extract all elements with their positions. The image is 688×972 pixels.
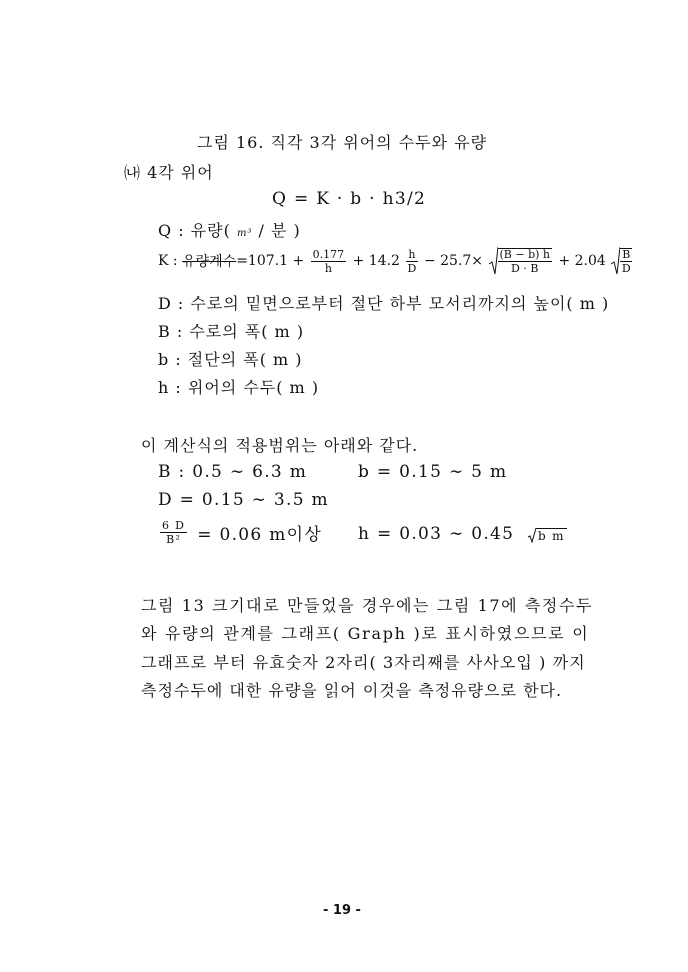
k-term-4: + 2.04 — [558, 253, 606, 269]
k-fraction-1 — [311, 249, 347, 274]
definition-d: D : 수로의 밑면으로부터 절단 하부 모서리까지의 높이( m ) — [158, 294, 610, 313]
figure-caption: 그림 16. 직각 3각 위어의 수두와 유량 — [197, 133, 488, 152]
k-f3-num: (B − b) h — [499, 248, 550, 261]
range-frac-num: 6 D — [162, 519, 186, 532]
k-eq: =107.1 + — [236, 253, 305, 269]
range-h — [358, 524, 567, 545]
k-term-3: − 25.7× — [423, 253, 484, 269]
radical-sign-icon — [610, 246, 620, 276]
definition-b-width: B : 수로의 폭( m ) — [158, 322, 305, 341]
k-f1-den: h — [324, 261, 332, 275]
k-sqrt-2 — [610, 246, 634, 276]
k-sqrt-1 — [488, 246, 555, 276]
k-term-2: + 14.2 — [352, 253, 400, 269]
range-frac-rest: = 0.06 m이상 — [197, 525, 323, 545]
k-f4-den: D — [621, 262, 631, 275]
range-h-sqrt-content: b m — [537, 528, 565, 543]
q-definition — [158, 218, 301, 241]
k-fraction-2 — [406, 249, 417, 274]
main-formula: Q = K · b · h3/2 — [272, 189, 427, 209]
page-number: - 19 - — [323, 903, 361, 918]
radical-sign-icon — [527, 527, 536, 543]
q-def-unit: m³ — [236, 228, 253, 239]
k-f4-num: B — [622, 248, 631, 261]
radical-sign-icon — [488, 246, 498, 276]
range-D: D = 0.15 ∼ 3.5 m — [158, 490, 329, 510]
k-fraction-3 — [498, 248, 553, 274]
range-B: B : 0.5 ∼ 6.3 m — [158, 462, 308, 482]
paragraph-line-2: 와 유량의 관계를 그래프( Graph )로 표시하였으므로 이 — [141, 624, 590, 643]
definition-b-cut: b : 절단의 폭( m ) — [158, 350, 303, 369]
range-fraction — [160, 520, 187, 545]
section-heading: ㈏ 4각 위어 — [124, 163, 214, 182]
k-f3-den: D · B — [511, 262, 539, 275]
range-h-sqrt — [527, 525, 567, 545]
paragraph-line-1: 그림 13 크기대로 만들었을 경우에는 그림 17에 측정수두 — [141, 596, 594, 615]
k-f2-num: h — [408, 247, 416, 261]
k-formula — [158, 246, 634, 276]
range-frac-den: B² — [166, 533, 182, 546]
paragraph-line-4: 측정수두에 대한 유량을 읽어 이것을 측정유량으로 한다. — [141, 681, 563, 700]
q-def-prefix: Q : 유량( — [158, 221, 231, 240]
paragraph-line-3: 그래프로 부터 유효숫자 2자리( 3자리째를 사사오입 ) 까지 — [141, 653, 586, 672]
q-def-suffix: / 분 ) — [258, 221, 301, 240]
range-h-text: h = 0.03 ∼ 0.45 — [358, 524, 515, 544]
range-intro: 이 계산식의 적용범위는 아래와 같다. — [141, 436, 419, 455]
k-f2-den: D — [407, 261, 417, 275]
k-label: K : — [158, 253, 183, 269]
k-f1-num: 0.177 — [312, 247, 345, 261]
range-b: b = 0.15 ∼ 5 m — [358, 462, 508, 482]
k-strike-text: 유량계수 — [182, 254, 237, 270]
range-d-over-b — [158, 520, 322, 545]
k-fraction-4 — [620, 248, 632, 274]
definition-h: h : 위어의 수두( m ) — [158, 378, 320, 397]
